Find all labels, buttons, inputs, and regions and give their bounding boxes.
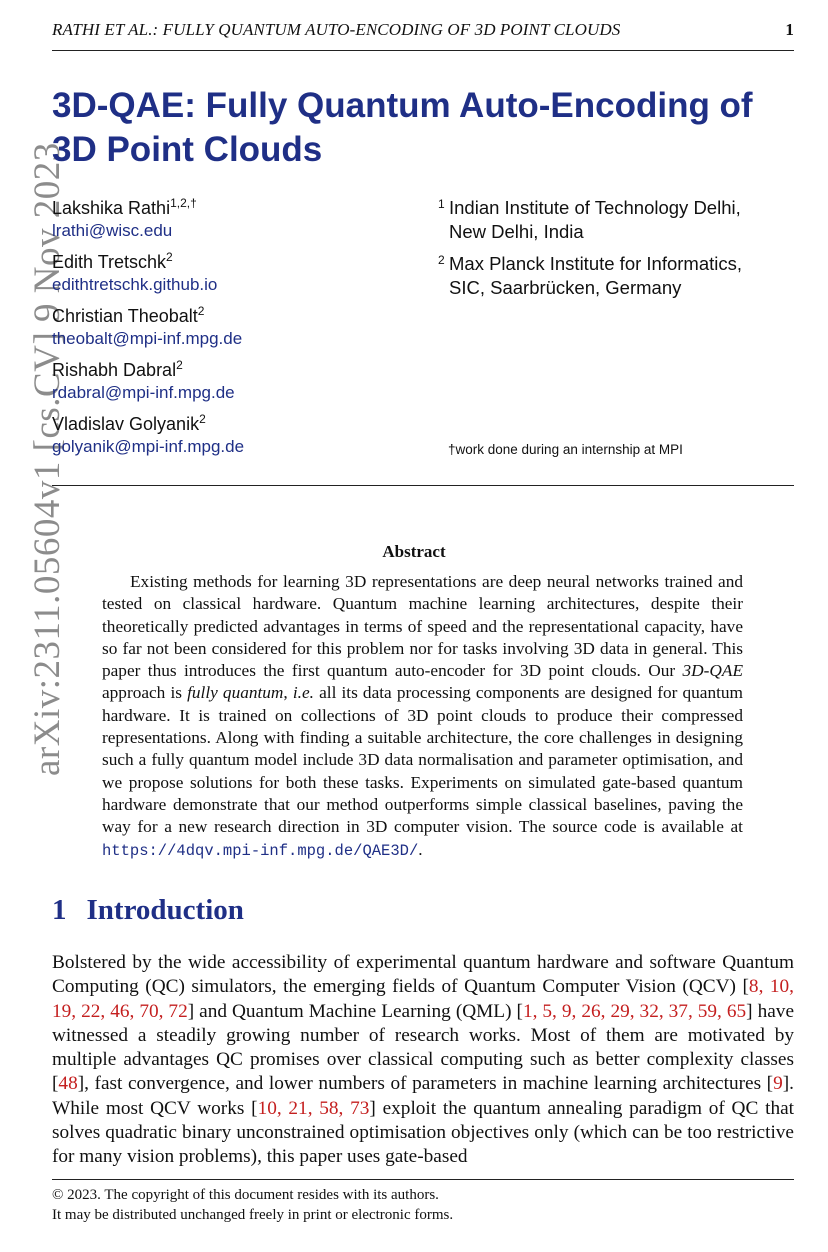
affiliation-mark: 2 — [438, 253, 445, 267]
section-title: Introduction — [86, 894, 244, 926]
author-email-link[interactable]: rdabral@mpi-inf.mpg.de — [52, 383, 235, 402]
distribution-line: It may be distributed unchanged freely in print or electronic forms. — [52, 1207, 454, 1223]
intro-paragraph — [52, 951, 794, 1170]
title-line-2: 3D Point Clouds — [52, 130, 323, 169]
code-url-link[interactable]: https://4dqv.mpi-inf.mpg.de/QAE3D/ — [102, 841, 419, 860]
section-heading — [52, 894, 244, 927]
body-text: ] and Quantum Machine Learning (QML) [ — [187, 1000, 523, 1022]
affiliation-line: New Delhi, India — [449, 221, 584, 242]
author-entry — [52, 412, 412, 458]
abstract-text: . — [418, 839, 423, 859]
author-email-link[interactable]: lrathi@wisc.edu — [52, 221, 173, 240]
internship-note: †work done during an internship at MPI — [448, 442, 683, 457]
author-name: Lakshika Rathi — [52, 198, 171, 218]
body-text: ]. While most QCV works [ — [52, 1073, 794, 1119]
emphasis-text: fully quantum — [187, 683, 284, 703]
abstract-text: Existing methods for learning 3D representations are deep neural networks trained and tested on classical hardware. Quantum machine learning architectures, despite their theoretically predicted advantages in terms of speed and the representational capacity, have so far not been considered for this problem nor for tasks involving 3D data in general. This paper thus introduces the first quantum auto-encoder for 3D point clouds. Our — [102, 572, 743, 681]
arxiv-stamp: arXiv:2311.05604v1 [cs.CV] 9 Nov 2023 — [27, 142, 68, 776]
affiliation-line: Max Planck Institute for Informatics, — [449, 253, 743, 274]
emphasis-text: i.e. — [292, 683, 314, 703]
body-text: ] have witnessed a steadily growing number of research works. Most of them are motivated by multiple advantages QC promises over classical computing such as better complexity classes [ — [52, 1000, 794, 1095]
abstract-text: , — [283, 683, 293, 703]
citation-link[interactable]: 10, 21, 58, 73 — [257, 1097, 370, 1119]
running-header-text: RATHI ET AL.: FULLY QUANTUM AUTO-ENCODING OF 3D POINT CLOUDS — [52, 20, 621, 39]
citation-link[interactable]: 8, 10, 19, 22, 46, 70, 72 — [52, 976, 794, 1022]
author-entry — [52, 304, 412, 350]
citation-link[interactable]: 48 — [58, 1073, 78, 1095]
abstract-heading: Abstract — [382, 542, 446, 561]
author-name: Edith Tretschk — [52, 252, 167, 272]
body-text: ] exploit the quantum annealing paradigm of QC that solves quadratic binary unconstrained optimisation objectives only (which can be too restrictive for many vision problems), this paper uses gate-based — [52, 1097, 794, 1168]
title-block-divider — [52, 485, 794, 486]
author-affil-mark: 2 — [197, 304, 205, 318]
author-entry — [52, 196, 412, 242]
title-line-1: 3D-QAE: Fully Quantum Auto-Encoding of — [52, 86, 753, 125]
abstract-text: approach is — [102, 683, 188, 703]
paper-title — [52, 84, 792, 172]
author-email-link[interactable]: theobalt@mpi-inf.mpg.de — [52, 329, 243, 348]
footer-divider — [52, 1179, 794, 1180]
author-name: Rishabh Dabral — [52, 360, 177, 380]
body-text: ], fast convergence, and lower numbers of parameters in machine learning architectures [ — [77, 1073, 774, 1095]
abstract-text: all its data processing components are designed for quantum hardware. It is trained on collections of 3D point clouds to produce their compressed representations. Along with finding a suitable architecture, the core challenges in designing such a fully quantum model include 3D data normalisation and parameter optimisation, and we propose solutions for both these tasks. Experiments on simulated gate-based quantum hardware demonstrate that our method outperforms simple classical baselines, paving the way for a new research direction in 3D computer vision. The source code is available at — [102, 683, 743, 837]
affiliation-entry — [438, 252, 798, 300]
header-divider — [52, 50, 794, 51]
author-entry — [52, 250, 412, 296]
copyright-footer — [52, 1185, 453, 1225]
author-entry — [52, 358, 412, 404]
page-number: 1 — [785, 20, 794, 39]
affiliation-line: Indian Institute of Technology Delhi, — [449, 197, 741, 218]
author-name: Vladislav Golyanik — [52, 414, 200, 434]
abstract-body — [102, 571, 743, 862]
body-text: Bolstered by the wide accessibility of experimental quantum hardware and software Quantum Computing (QC) simulators, the emerging fields of Quantum Computer Vision (QCV) [ — [52, 952, 794, 998]
affiliation-mark: 1 — [438, 197, 445, 211]
author-name: Christian Theobalt — [52, 306, 198, 326]
author-email-link[interactable]: golyanik@mpi-inf.mpg.de — [52, 437, 245, 456]
citation-link[interactable]: 1, 5, 9, 26, 29, 32, 37, 59, 65 — [522, 1000, 747, 1022]
copyright-line: © 2023. The copyright of this document resides with its authors. — [52, 1187, 439, 1203]
citation-link[interactable]: 9 — [773, 1073, 783, 1095]
affiliation-line: SIC, Saarbrücken, Germany — [449, 277, 682, 298]
author-affil-mark: 2 — [176, 358, 183, 372]
author-list — [52, 196, 412, 466]
author-affil-mark: 2 — [199, 412, 206, 426]
affiliation-list — [438, 196, 798, 308]
author-affil-mark: 1,2,† — [170, 196, 197, 210]
author-homepage-link[interactable]: edithtretschk.github.io — [52, 275, 218, 294]
section-number: 1 — [52, 894, 67, 926]
method-name: 3D-QAE — [682, 661, 743, 681]
affiliation-entry — [438, 196, 798, 244]
author-affil-mark: 2 — [166, 250, 173, 264]
running-header — [52, 20, 794, 44]
